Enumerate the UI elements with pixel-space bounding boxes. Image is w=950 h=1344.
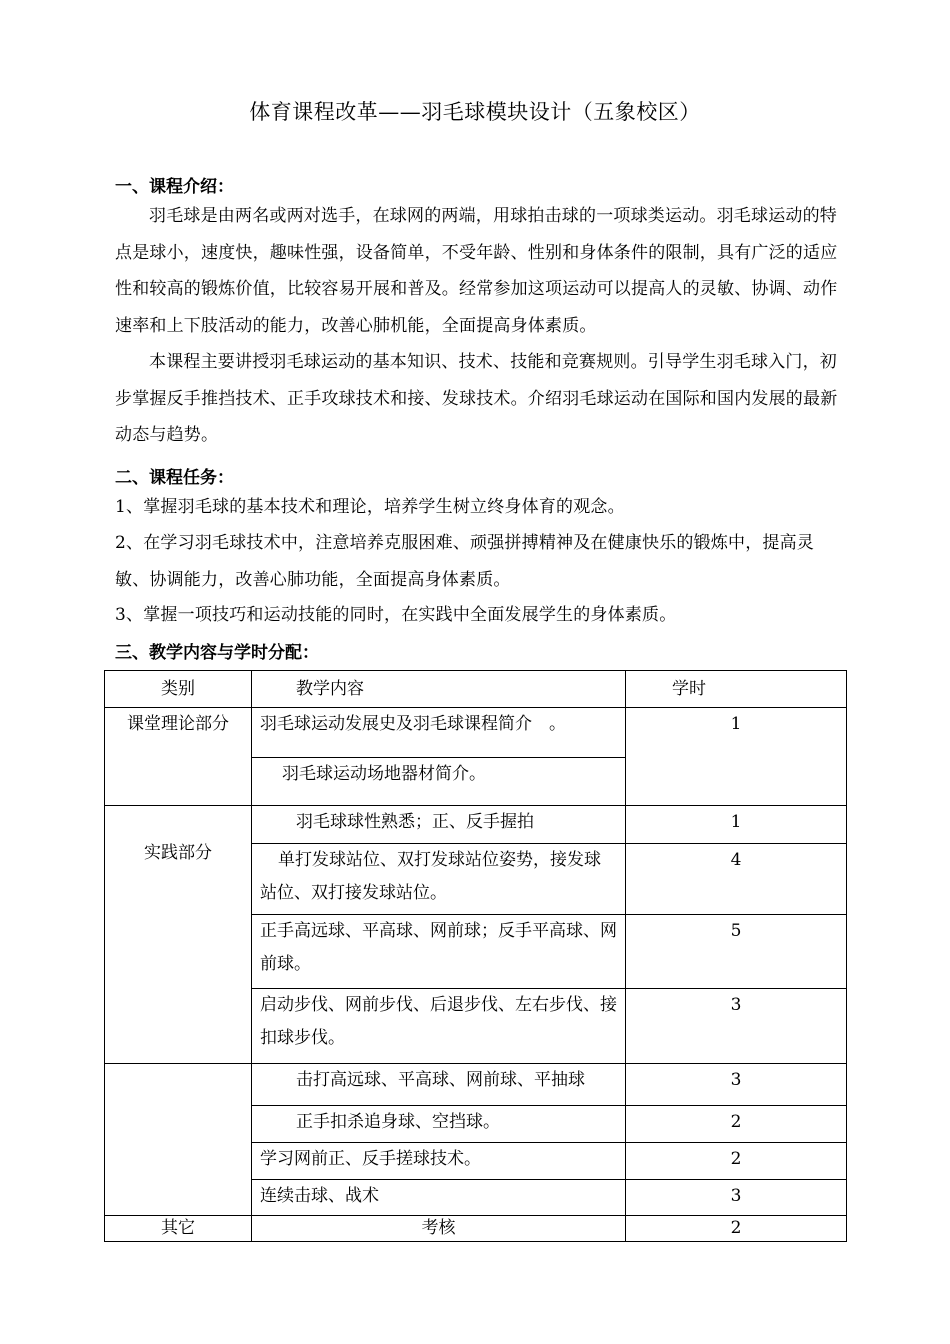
- practice-content-7: 学习网前正、反手搓球技术。: [252, 1143, 626, 1180]
- practice-content-5: 击打高远球、平高球、网前球、平抽球: [252, 1064, 626, 1106]
- practice-hours-8: 3: [626, 1180, 847, 1216]
- section-heading-tasks: 二、课程任务：: [115, 468, 234, 488]
- task-item-2: 2、在学习羽毛球技术中，注意培养克服困难、顽强拼搏精神及在健康快乐的锻炼中，提高灵敏、协调能力，改善心肺功能，全面提高身体素质。: [115, 533, 815, 590]
- practice-content-6: 正手扣杀追身球、空挡球。: [252, 1106, 626, 1143]
- practice-content-3: 正手高远球、平高球、网前球；反手平高球、网前球。: [252, 915, 626, 989]
- table-header-row: [105, 671, 847, 708]
- category-practice-continued: [105, 1064, 252, 1216]
- document-title: 体育课程改革——羽毛球模块设计（五象校区）: [249, 100, 701, 124]
- header-category: 类别: [105, 671, 252, 708]
- theory-hours: 1: [626, 708, 847, 806]
- theory-content-2: 羽毛球运动场地器材简介。: [252, 758, 626, 806]
- practice-content-2: 单打发球站位、双打发球站位姿势，接发球站位、双打接发球站位。: [252, 844, 626, 915]
- section-heading-intro: 一、课程介绍：: [115, 177, 234, 197]
- table-row: [105, 806, 847, 844]
- practice-content-8: 连续击球、战术: [252, 1180, 626, 1216]
- practice-hours-2: 4: [626, 844, 847, 915]
- theory-content-1: 羽毛球运动发展史及羽毛球课程简介 。: [252, 708, 626, 758]
- table-row: [105, 1064, 847, 1106]
- task-item-3: 3、掌握一项技巧和运动技能的同时，在实践中全面发展学生的身体素质。: [115, 605, 677, 625]
- schedule-table: [104, 670, 847, 1242]
- intro-paragraph-1: 羽毛球是由两名或两对选手，在球网的两端，用球拍击球的一项球类运动。羽毛球运动的特点是球小，速度快，趣味性强，设备简单，不受年龄、性别和身体条件的限制，具有广泛的适应性和较高的锻炼价值，比较容易开展和普及。经常参加这项运动可以提高人的灵敏、协调、动作速率和上下肢活动的能力，改善心肺机能，全面提高身体素质。: [115, 206, 838, 336]
- practice-hours-3: 5: [626, 915, 847, 989]
- table-row: [105, 1216, 847, 1242]
- header-hours: 学时: [626, 671, 847, 708]
- other-content: 考核: [252, 1216, 626, 1242]
- practice-hours-4: 3: [626, 989, 847, 1064]
- category-other: 其它: [105, 1216, 252, 1242]
- practice-content-4: 启动步伐、网前步伐、后退步伐、左右步伐、接扣球步伐。: [252, 989, 626, 1064]
- header-content: 教学内容: [252, 671, 626, 708]
- other-hours: 2: [626, 1216, 847, 1242]
- practice-hours-7: 2: [626, 1143, 847, 1180]
- table-row: [105, 708, 847, 758]
- practice-content-1: 羽毛球球性熟悉；正、反手握拍: [252, 806, 626, 844]
- category-practice: 实践部分: [105, 806, 252, 1064]
- section-heading-schedule: 三、教学内容与学时分配：: [115, 643, 319, 663]
- category-theory: 课堂理论部分: [105, 708, 252, 806]
- practice-hours-1: 1: [626, 806, 847, 844]
- practice-hours-5: 3: [626, 1064, 847, 1106]
- practice-hours-6: 2: [626, 1106, 847, 1143]
- intro-paragraph-2: 本课程主要讲授羽毛球运动的基本知识、技术、技能和竞赛规则。引导学生羽毛球入门，初步掌握反手推挡技术、正手攻球技术和接、发球技术。介绍羽毛球运动在国际和国内发展的最新动态与趋势。: [115, 352, 838, 445]
- task-item-1: 1、掌握羽毛球的基本技术和理论，培养学生树立终身体育的观念。: [115, 497, 625, 517]
